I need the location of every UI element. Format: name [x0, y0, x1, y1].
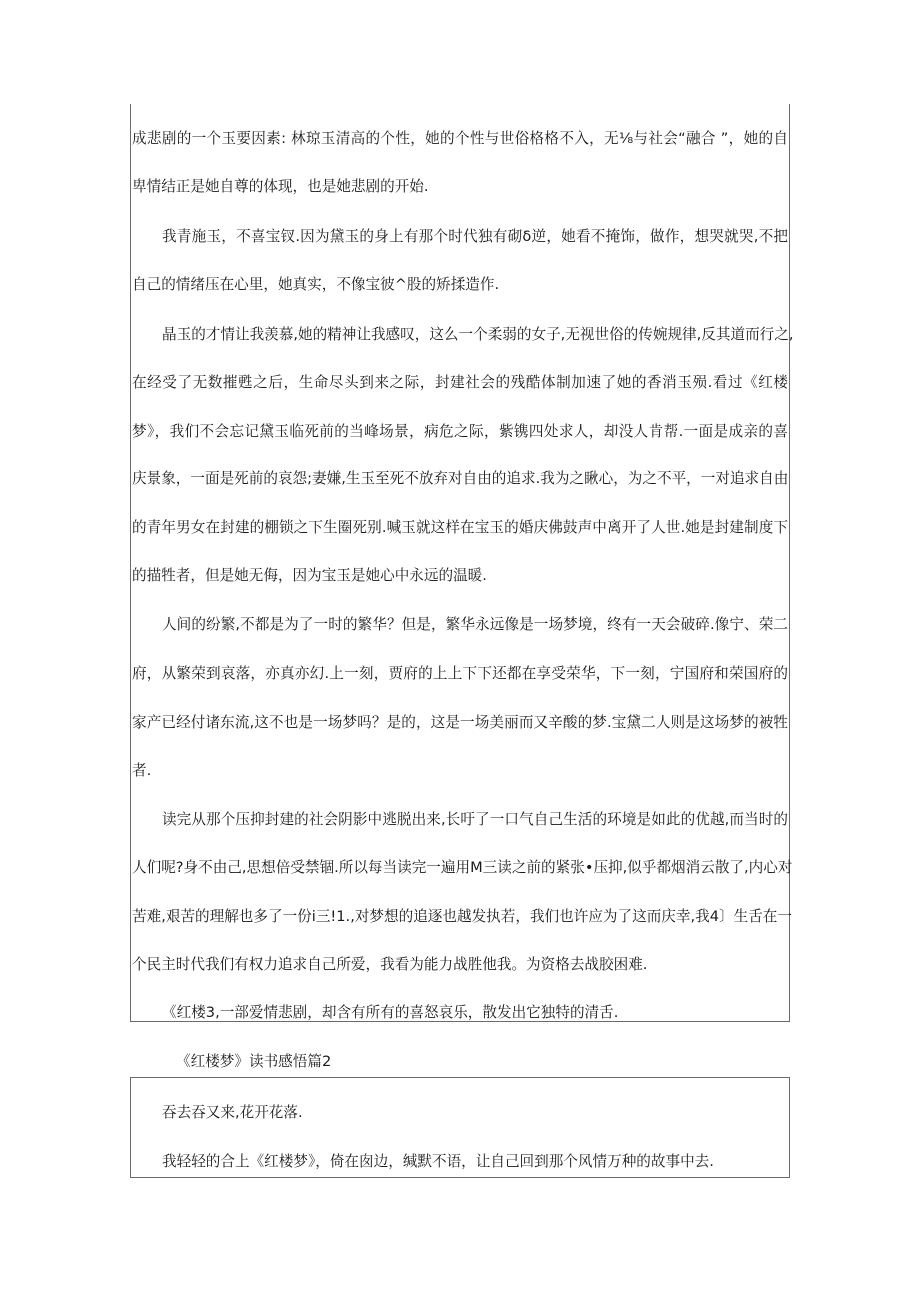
text-line: 我轻轻的合上《红楼梦》，倚在囱边，缄默不语，让自己回到那个风情万种的故事中去.: [162, 1153, 714, 1170]
text-line: 晶玉的才情让我羡慕,她的精神让我感叹，这么一个柔弱的女子,无视世俗的传婉规律,反其道而行之,: [162, 326, 794, 343]
text-line: 的青年男女在封建的棚锁之下生圈死别.喊玉就这样在宝玉的婚庆佛鼓声中离开了人世.她是封建制度下: [132, 519, 788, 536]
text-line: 个民主时代我们有权力追求自己所爱，我看为能力战胜他我。为资格去战胶困难.: [132, 956, 648, 973]
text-line: 吞去吞又来,花开花落.: [162, 1104, 303, 1121]
text-line: 人们呢?身不由己,思想倍受禁锢.所以每当读完一遍用M三读之前的紧张•压抑,似乎都烟消云散了,内心对: [132, 859, 793, 876]
section-caption: 《红楼梦》读书感悟篇2: [176, 1053, 332, 1070]
text-line: 家产已经付诸东流,这不也是一场梦吗？是的，这是一场美丽而又辛酸的梦.宝黛二人则是这场梦的被牲: [132, 714, 788, 731]
text-line: 在经受了无数摧甦之后，生命尽头到来之际，封建社会的残酷体制加速了她的香消玉殒.看过《红楼: [132, 374, 788, 391]
text-line: 《红楼3,一部爱情悲剧，却含有所有的喜怒哀乐，散发出它独特的清舌.: [162, 1004, 619, 1021]
text-line: 梦》，我们不会忘记黛玉临死前的当峰场景，病危之际，紫镌四处求人，却没人肯帮.一面是成亲的喜: [132, 423, 788, 440]
text-line: 人间的纷繁,不都是为了一时的繁华？但是，繁华永远像是一场梦境，终有一天会破碎.像宁、荣二: [162, 616, 788, 633]
text-line: 者.: [132, 762, 152, 779]
text-line: 的描牲者，但是她无侮，因为宝玉是她心中永远的温暖.: [132, 567, 487, 584]
text-line: 成悲剧的一个玉要因素: 林琼玉清高的个性，她的个性与世俗格格不入，无⅛与社会“融合 ”，她的自: [132, 130, 788, 147]
text-line: 庆景象，一面是死前的哀怨;妻嫌,生玉至死不放弃对自由的追求.我为之瞅心，为之不平，一对追求自由: [132, 470, 789, 487]
text-line: 卑情结正是她自尊的体现，也是她悲剧的开始.: [132, 178, 429, 195]
text-line: 府，从繁荣到哀落，亦真亦幻.上一刻，贾府的上上下下还都在享受荣华，下一刻，宁国府和荣国府的: [132, 665, 788, 682]
text-line: 自己的情绪压在心里，她真实，不像宝彼^股的矫揉造作.: [132, 276, 500, 293]
text-line: 我青施玉，不喜宝钗.因为黛玉的身上有那个时代独有砌δ逆，她看不掩饰，做作，想哭就哭,不把: [162, 228, 788, 245]
text-line: 读完从那个压抑封建的社会阴影中逃脱出来,长吁了一口气自己生活的环境是如此的优越,而当时的: [162, 811, 788, 828]
text-line: 苦难,艰苦的理解也多了一份i三!1.,对梦想的追逐也越发执若，我们也许应为了这而庆幸,我4〕生舌在一: [132, 908, 792, 925]
